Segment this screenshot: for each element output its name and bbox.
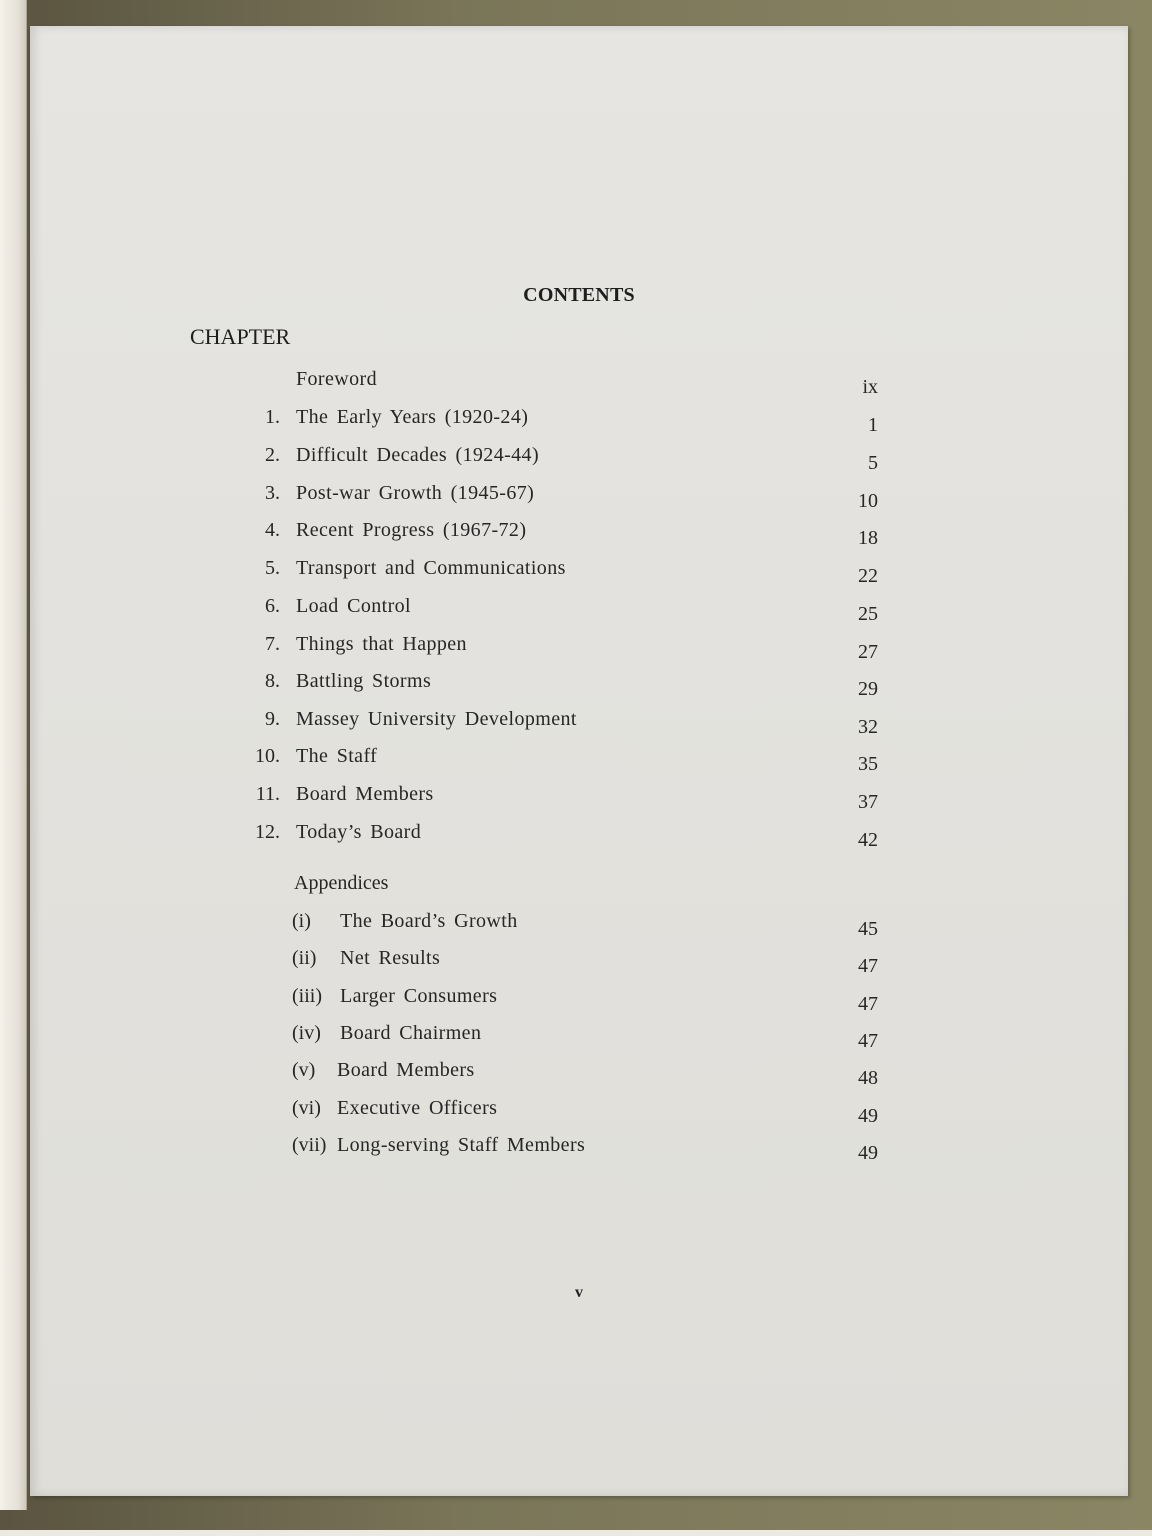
chapter-title: Load Control (296, 595, 412, 617)
appendix-numeral: (iv) (292, 1022, 321, 1044)
appendix-row (30, 985, 1128, 1015)
chapter-row (30, 368, 1128, 398)
chapter-page-number: 10 (858, 490, 878, 512)
appendix-title: Executive Officers (337, 1097, 498, 1119)
chapter-title: The Early Years (1920-24) (296, 406, 529, 428)
chapter-number: 5. (265, 557, 280, 579)
left-page-edge (0, 0, 27, 1510)
appendix-title: The Board’s Growth (340, 910, 518, 932)
chapter-title: Board Members (296, 783, 434, 805)
chapter-row (30, 633, 1128, 663)
chapter-number: 2. (265, 444, 280, 466)
chapter-page-number: 29 (858, 678, 878, 700)
chapter-number: 9. (265, 708, 280, 730)
appendix-numeral: (vi) (292, 1097, 321, 1119)
chapter-number: 1. (265, 406, 280, 428)
chapter-row (30, 519, 1128, 549)
appendix-page-number: 47 (858, 1030, 878, 1052)
chapter-number: 4. (265, 519, 280, 541)
chapter-title: Difficult Decades (1924-44) (296, 444, 540, 466)
chapter-row (30, 670, 1128, 700)
chapter-title: The Staff (296, 745, 378, 767)
chapter-page-number: 27 (858, 641, 878, 663)
contents-page (30, 26, 1128, 1496)
chapter-page-number: 25 (858, 603, 878, 625)
chapter-title: Things that Happen (296, 633, 467, 655)
appendix-row (30, 1134, 1128, 1164)
chapter-number: 12. (255, 821, 280, 843)
appendix-row (30, 1059, 1128, 1089)
page-heading: CONTENTS (523, 284, 635, 306)
chapter-page-number: 35 (858, 753, 878, 775)
chapter-page-number: 5 (868, 452, 878, 474)
appendix-page-number: 45 (858, 918, 878, 940)
chapter-number: 3. (265, 482, 280, 504)
chapter-row (30, 821, 1128, 851)
chapter-page-number: 32 (858, 716, 878, 738)
chapter-number: 11. (255, 783, 280, 805)
appendix-numeral: (i) (292, 910, 311, 932)
appendix-row (30, 910, 1128, 940)
appendix-title: Long-serving Staff Members (337, 1134, 586, 1156)
chapter-page-number: 37 (858, 791, 878, 813)
chapter-row (30, 557, 1128, 587)
appendix-numeral: (vii) (292, 1134, 327, 1156)
chapter-page-number: 18 (858, 527, 878, 549)
appendix-numeral: (ii) (292, 947, 317, 969)
appendix-title: Net Results (340, 947, 441, 969)
chapter-number: 6. (265, 595, 280, 617)
chapter-title: Recent Progress (1967-72) (296, 519, 527, 541)
page-folio: v (575, 1284, 583, 1301)
chapter-title: Foreword (296, 368, 377, 390)
chapter-column-label: CHAPTER (190, 324, 291, 349)
appendices-label: Appendices (294, 872, 389, 894)
appendix-title: Larger Consumers (340, 985, 498, 1007)
appendix-page-number: 49 (858, 1105, 878, 1127)
appendix-page-number: 48 (858, 1067, 878, 1089)
appendix-title: Board Members (337, 1059, 475, 1081)
appendix-page-number: 47 (858, 993, 878, 1015)
appendix-title: Board Chairmen (340, 1022, 482, 1044)
chapter-page-number: 42 (858, 829, 878, 851)
chapter-row (30, 482, 1128, 512)
chapter-title: Today’s Board (296, 821, 422, 843)
chapter-title: Battling Storms (296, 670, 432, 692)
chapter-row (30, 783, 1128, 813)
chapter-title: Transport and Communications (296, 557, 566, 579)
chapter-number: 8. (265, 670, 280, 692)
appendix-numeral: (iii) (292, 985, 322, 1007)
chapter-row (30, 745, 1128, 775)
appendix-page-number: 47 (858, 955, 878, 977)
chapter-number: 7. (265, 633, 280, 655)
chapter-row (30, 595, 1128, 625)
appendix-row (30, 947, 1128, 977)
chapter-page-number: ix (862, 376, 878, 398)
appendix-page-number: 49 (858, 1142, 878, 1164)
chapter-row (30, 406, 1128, 436)
appendix-row (30, 1097, 1128, 1127)
chapter-number: 10. (255, 745, 280, 767)
chapter-page-number: 1 (868, 414, 878, 436)
chapter-row (30, 708, 1128, 738)
chapter-title: Massey University Development (296, 708, 577, 730)
chapter-title: Post-war Growth (1945-67) (296, 482, 535, 504)
chapter-page-number: 22 (858, 565, 878, 587)
appendix-row (30, 1022, 1128, 1052)
chapter-row (30, 444, 1128, 474)
appendix-numeral: (v) (292, 1059, 316, 1081)
